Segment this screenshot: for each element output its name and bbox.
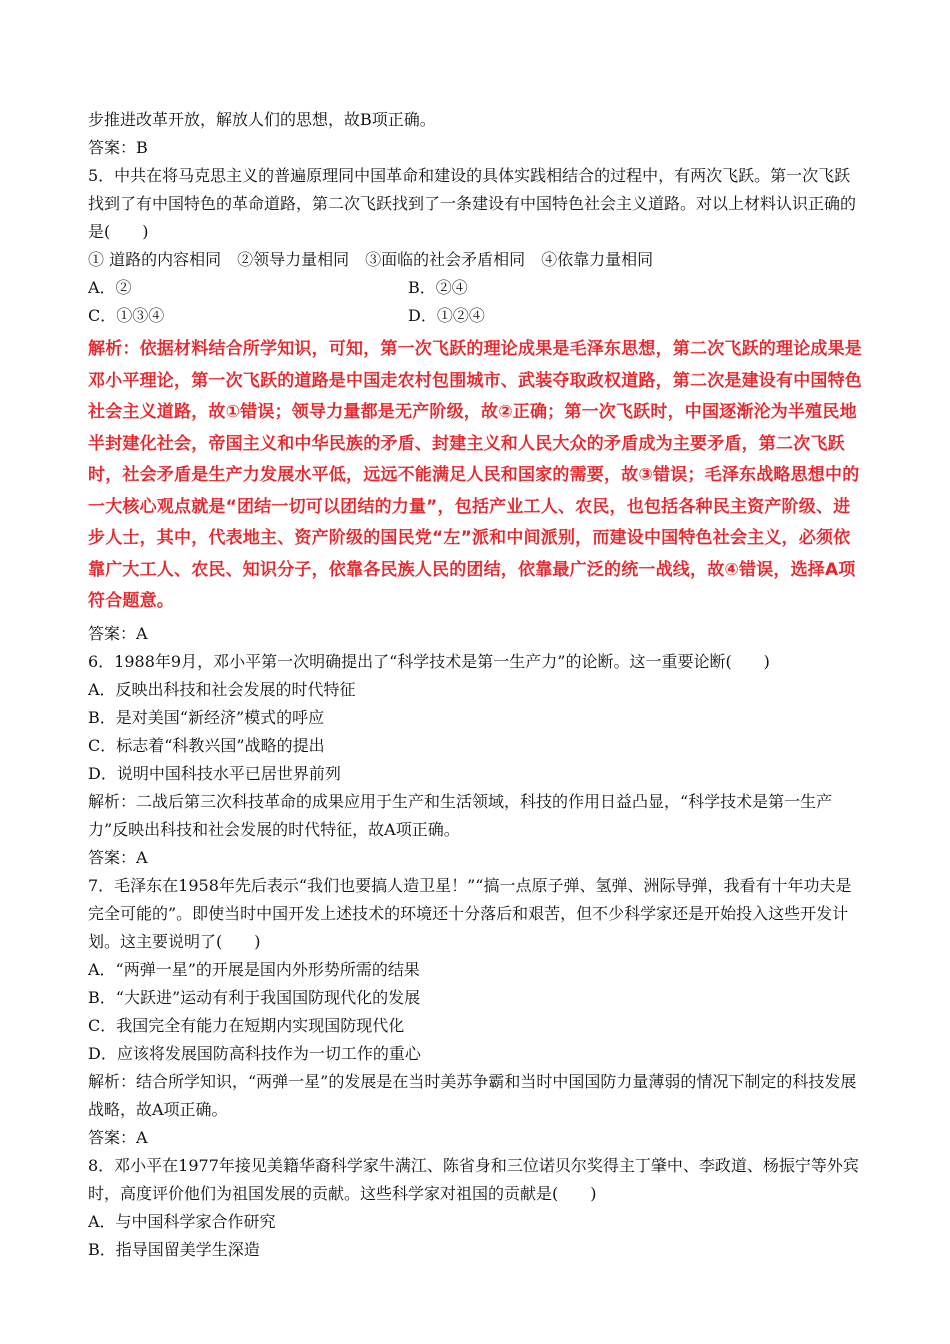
- q7-option-a: A．“两弹一星”的开展是国内外形势所需的结果: [88, 959, 420, 979]
- question-5: [88, 162, 864, 648]
- q5-stem: 5．中共在将马克思主义的普遍原理同中国革命和建设的具体实践相结合的过程中，有两次飞跃。第一次飞跃找到了有中国特色的革命道路，第二次飞跃找到了一条建设有中国特色社会主义道路。对以上材料认识正确的是( ): [88, 166, 857, 241]
- q6-option-b: B．是对美国“新经济”模式的呼应: [88, 707, 325, 727]
- question-8: [88, 1152, 864, 1264]
- q6-option-a: A．反映出科技和社会发展的时代特征: [88, 679, 356, 699]
- q5-options-row-2: [88, 302, 864, 330]
- q5-option-b: B．②④: [408, 278, 468, 297]
- q8-stem: 8．邓小平在1977年接见美籍华裔科学家牛满江、陈省身和三位诺贝尔奖得主丁肇中、李政道、杨振宁等外宾时，高度评价他们为祖国发展的贡献。这些科学家对祖国的贡献是( ): [88, 1155, 859, 1203]
- q5-answer: 答案：A: [88, 623, 148, 643]
- q7-answer: 答案：A: [88, 1127, 148, 1147]
- question-7: [88, 872, 864, 1152]
- q5-statements: ① 道路的内容相同 ②领导力量相同 ③面临的社会矛盾相同 ④依靠力量相同: [88, 250, 654, 269]
- question-6: [88, 648, 864, 872]
- q7-option-d: D．应该将发展国防高科技作为一切工作的重心: [88, 1043, 421, 1063]
- q7-option-c: C．我国完全有能力在短期内实现国防现代化: [88, 1015, 405, 1035]
- prev-answer: 答案：B: [88, 138, 148, 157]
- q8-option-a: A．与中国科学家合作研究: [88, 1211, 276, 1231]
- q5-options-row-1: [88, 274, 864, 302]
- q6-analysis: 解析：二战后第三次科技革命的成果应用于生产和生活领域，科技的作用日益凸显，“科学技术是第一生产力”反映出科技和社会发展的时代特征，故A项正确。: [88, 791, 833, 839]
- q6-answer: 答案：A: [88, 847, 148, 867]
- q6-option-d: D．说明中国科技水平已居世界前列: [88, 763, 341, 783]
- q8-option-b: B．指导国留美学生深造: [88, 1239, 260, 1259]
- q5-option-d: D．①②④: [408, 306, 485, 325]
- document-page: [88, 106, 864, 1264]
- q5-option-c: C．①③④: [88, 306, 165, 325]
- q5-option-a: A．②: [88, 278, 132, 297]
- q5-analysis: 解析：依据材料结合所学知识，可知，第一次飞跃的理论成果是毛泽东思想，第二次飞跃的理论成果是邓小平理论，第一次飞跃的道路是中国走农村包围城市、武装夺取政权道路，第二次是建设有中国特色社会主义道路，故①错误；领导力量都是无产阶级，故②正确；第一次飞跃时，中国逐渐沦为半殖民地半封建化社会，帝国主义和中华民族的矛盾、封建主义和人民大众的矛盾成为主要矛盾，第二次飞跃时，社会矛盾是生产力发展水平低，远远不能满足人民和国家的需要，故③错误；毛泽东战略思想中的一大核心观点就是“团结一切可以团结的力量”，包括产业工人、农民，也包括各种民主资产阶级、进步人士，其中，代表地主、资产阶级的国民党“左”派和中间派别，而建设中国特色社会主义，必须依靠广大工人、农民、知识分子，依靠各民族人民的团结，依靠最广泛的统一战线，故④错误，选择A项符合题意。: [88, 339, 862, 611]
- q6-stem: 6．1988年9月，邓小平第一次明确提出了“科学技术是第一生产力”的论断。这一重要论断( ): [88, 651, 770, 671]
- q7-analysis: 解析：结合所学知识，“两弹一星”的发展是在当时美苏争霸和当时中国国防力量薄弱的情况下制定的科技发展战略，故A项正确。: [88, 1071, 857, 1119]
- q7-stem: 7．毛泽东在1958年先后表示“我们也要搞人造卫星！”“搞一点原子弹、氢弹、洲际导弹，我看有十年功夫是完全可能的”。即使当时中国开发上述技术的环境还十分落后和艰苦，但不少科学家还是开始投入这些开发计划。这主要说明了( ): [88, 875, 852, 951]
- prev-analysis-continuation: 步推进改革开放，解放人们的思想，故B项正确。: [88, 110, 436, 129]
- q7-option-b: B．“大跃进”运动有利于我国国防现代化的发展: [88, 987, 421, 1007]
- q6-option-c: C．标志着“科教兴国”战略的提出: [88, 735, 325, 755]
